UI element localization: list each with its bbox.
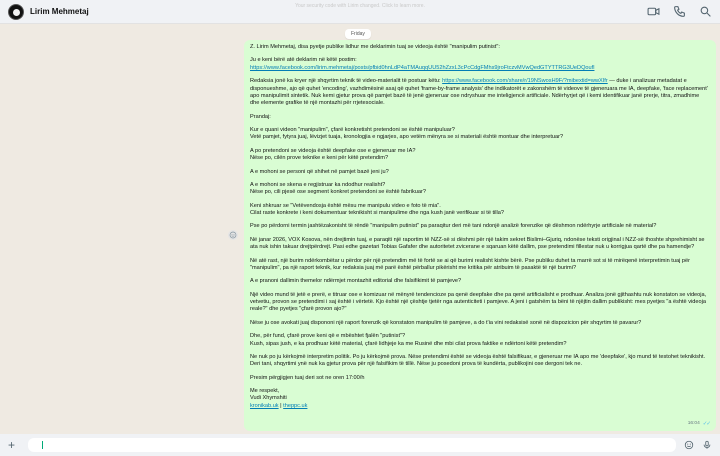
message-time: 16:04 [687,421,700,427]
message-meta [688,421,710,428]
message-paragraph: Z. Lirim Mehmetaj, disa pyetje publike lidhur me deklarimin tuaj se videoja është "manipulim putinist": [250,44,500,50]
message-paragraph: Pse po përdorni termin jashtëzakonisht të rëndë "manipulim putinist" pa paraqitur deri më tani ndonjë analizë forenzike që dëshmon ndërhyrje artificiale në material? [250,223,657,230]
message-paragraph: Dhe, për fund, çfarë prove keni që e mbështet fjalën "putinist"? Kush, sipas jush, e ka prodhuar këtë material, çfarë lidhjeje ka me Rusinë dhe mbi cilat prova faktike e ndërtoni këtë pretendim? [250,333,567,347]
message-paragraph: Nëse ju ose avokati juaj dispononi një raport forenzik që konstaton manipulim të pamjeve, a do t'ia vini redaksisë sonë në dispozicion për shqyrtim të pavarur? [250,319,642,326]
message-paragraph: Redaksia jonë ka kryer një shqyrtim teknik të video-materialit të postuar këtu: https://www.facebook.com/share/r/19NSwosH9F/?mibextid=wwXIfr — duke i analizuar metadatat e disponueshme, ajo që quhet 'encoding', vazhdimësinë asaj që quhet 'frame-by-frame analysis' dhe indikatorët e zakonshëm të videove të gjeneruara me IA, deepfake, 'face replacement' apo manipulimit sintetik. Nuk kemi gjetur prova që pamjet bazë të jenë gjeneruar ose ndryshuar me inteligjencë artificiale. Ndërhyrjet që i kemi identifikuar janë prerje, titra, zmadhime dhe elemente grafike të një montazhi për rrjetesociale. [250,78,710,107]
message-paragraph: Në janar 2026, VOX Kosova, nën drejtimin tuaj, e paraqiti një raportim të NZZ-së si dëshmi për një takim sekret Bislimi–Gjuriq, ndonëse teksti origjinal i NZZ-së thoshte shprehimisht se ata nuk ishin takuar drejtpërdrejt. Pasi edhe gazetari Tobias Gafafer dhe autoritetet zvicerane e sqaruan këtë dallim, pse pretendimi fillestar nuk u korrigjua qartë dhe pa hamendje? [250,236,707,251]
facebook-share-link[interactable]: https://www.facebook.com/share/r/19NSwosH9F/?mibextid=wwXIfr [442,78,608,85]
message-paragraph: A po pretendoni se videoja është deepfake ose e gjeneruar me IA? Nëse po, cilën prove teknike e keni për këtë pretendim? [250,147,416,162]
message-paragraph: A e pranoni dallimin themelor ndërmjet montazhit editorial dhe falsifikimit të pamjeve? [250,278,462,285]
contact-name[interactable]: Lirim Mehmetaj [30,7,89,16]
microphone-icon[interactable] [702,440,712,450]
reaction-emoji-icon[interactable] [228,230,238,240]
emoji-icon[interactable] [684,440,694,450]
message-paragraph: Presim përgjigjen tuaj deri sot ne oren 17:00/h [250,374,365,381]
theppc-link[interactable]: theppc.uk [283,402,308,409]
chat-area [0,24,720,434]
message-paragraph: Keni shkruar se "Vetëvendosja është mësu me manipulu video e foto të mia". Cilat raste konkrete i keni dokumentuar teknikisht si manipulime dhe nga kush janë verifikuar si të tilla? [250,202,505,216]
day-label: Friday [345,29,371,39]
composer-actions [684,440,712,450]
message-paragraph: Në atë rast, një burim ndërkombëtar u përdor për një pretendim më të fortë se ai që burimi realisht kishte bërë. Pse publiku duhet ta marrë sot si të mirëqenë interpretimin tuaj për "manipulim", pa një raport teknik, kur redaksia juaj më parë është përballur pikërisht me kritika për atribuim të pasaktë të një burimi? [250,257,692,271]
message-paragraph: A e mohoni se personi që shihet në pamjet bazë jeni ju? [250,168,389,175]
plus-icon[interactable]: + [8,438,16,452]
message-paragraph: Prandaj: [250,113,271,120]
signature: Me respekt, Vudi Xhymshiti kronikab.uk | theppc.uk [250,388,308,409]
read-ticks-icon: ✓✓ [702,420,710,427]
composer [0,434,720,456]
text-caret [42,441,43,449]
message-paragraph: Kur e quani videon "manipulim", çfarë konkretisht pretendoni se është manipuluar? Vetë pamjet, fytyra juaj, lëvizjet tuaja, kronologjia e ngjarjes, apo vetëm mënyra se si materiali është montuar dhe interpretuar? [250,127,564,141]
outgoing-message[interactable] [244,40,716,431]
kronikab-link[interactable]: kronikab.uk [250,402,279,409]
message-paragraph: Një video mund të jetë e prerë, e titruar ose e komizuar në mënyrë tendencioze pa qenë deepfake dhe pa qenë artificialisht e prodhuar. Analiza jonë gjithashtu nuk konstaton se videoja, vetvetiu, provon se pretendimi i saj është i vërtetë. Kjo është një çështje tjetër nga autenticiteti i pamjeve. A jeni i gatshëm ta bëni të njëjtin dallim publikisht: mes pyetjes "a është videoja reale?" dhe pyetjes "çfarë provon ajo?" [250,291,708,313]
message-paragraph: Ju e keni bërë atë deklarim në këtë postim: https://www.facebook.com/lirim.mehmetaj/posts/pfbid0hnLdP4aTMAuqqUU52hZzxL3cPcCdgFMhs9jroFtczvMVwQedGTYTTRG3UeDQoufl [250,57,595,71]
security-code-notice[interactable]: Your security code with Lirim changed. Click to learn more. [295,3,425,9]
message-paragraph: A e mohoni se skena e regjistruar ka ndodhur realisht? Nëse po, cili pjesë ose segment konkret pretendoni se është fabrikuar? [250,181,426,196]
message-input[interactable] [28,438,676,452]
facebook-post-link[interactable]: https://www.facebook.com/lirim.mehmetaj/posts/pfbid0hnLdP4aTMAuqqUU52hZzxL3cPcCdgFMhs9jroFtczvMVwQedGTYTTRG3UeDQoufl [250,64,595,71]
message-paragraph: Ne nuk po ju kërkojmë interpretim politik. Po ju kërkojmë prova. Nëse pretendimi është se videoja është falsifikuar, e gjeneruar me IA apo me 'deepfake', kjo mund të testohet teknikisht. Deri tani, shqyrtimi ynë nuk ka gjetur prova për një falsifikim të tillë. Nëse ju posedoni prova të kundërta, publikojini ose dergoni tek ne. [250,353,707,368]
